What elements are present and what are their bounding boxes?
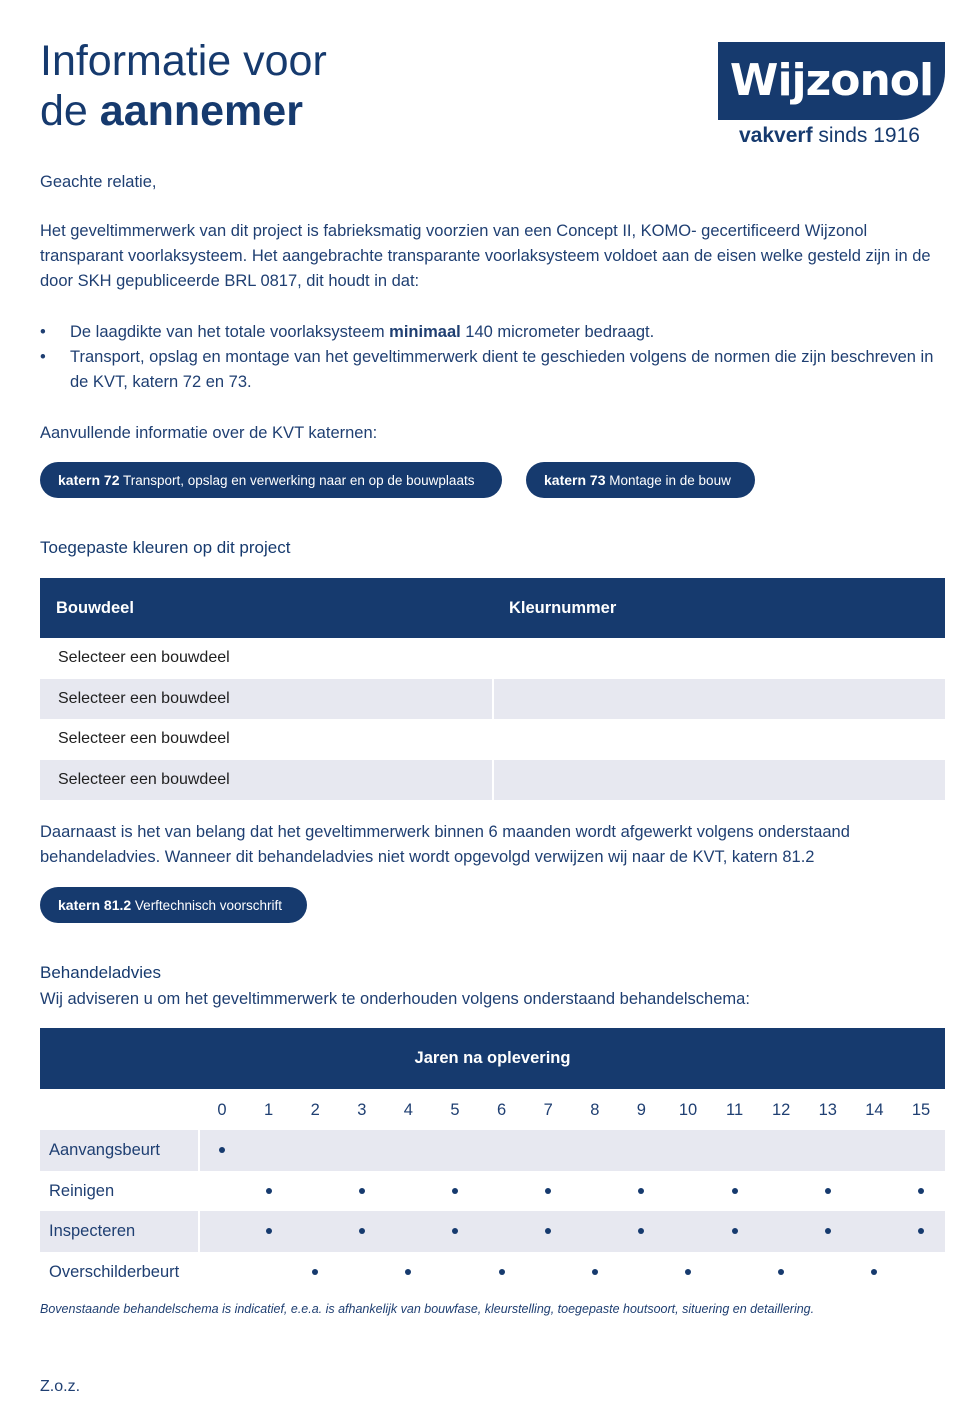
greeting: Geachte relatie, [40, 173, 157, 191]
year-label: 11 [726, 1101, 744, 1119]
schema-row [40, 1171, 945, 1212]
year-label: 4 [403, 1101, 413, 1119]
bouwdeel-select[interactable]: Selecteer een bouwdeel [40, 679, 493, 720]
extra-info-text: Aanvullende informatie over de KVT katernen: [40, 424, 378, 442]
title-line1: Informatie voor [40, 37, 327, 85]
schema-row-label: Reinigen [49, 1181, 115, 1200]
schema-row [40, 1130, 945, 1171]
year-label: 9 [636, 1101, 646, 1119]
year-label: 3 [357, 1101, 367, 1119]
katern-73-button[interactable]: katern 73 Montage in de bouw [526, 462, 755, 498]
schema-row-label: Overschilderbeurt [49, 1262, 180, 1281]
schedule-dot [918, 1188, 924, 1194]
schedule-dot [638, 1188, 644, 1194]
year-label: 6 [497, 1101, 507, 1119]
year-label: 5 [450, 1101, 460, 1119]
schedule-dot [359, 1228, 365, 1234]
schedule-dot [638, 1228, 644, 1234]
title-line2-prefix: de [40, 87, 100, 135]
schedule-dot [545, 1228, 551, 1234]
page-turn-note: Z.o.z. [40, 1378, 81, 1395]
year-label: 13 [818, 1101, 837, 1119]
requirements-list [40, 320, 940, 395]
table-row [40, 719, 945, 760]
schedule-dot [545, 1188, 551, 1194]
colors-heading: Toegepaste kleuren op dit project [40, 538, 291, 557]
schedule-dot [359, 1188, 365, 1194]
title-line2-bold: aannemer [99, 87, 303, 135]
schedule-dot [685, 1269, 691, 1275]
wijzonol-logo: Wijzonol [718, 42, 945, 120]
list-item: • De laagdikte van het totale voorlaksysteem minimaal 140 micrometer bedraagt. [40, 320, 940, 345]
katern-81-2-button[interactable]: katern 81.2 Verftechnisch voorschrift [40, 887, 307, 923]
table-row [40, 679, 945, 720]
schedule-dot [499, 1269, 505, 1275]
schema-heading: Behandeladvies [40, 963, 161, 982]
schema-row-label: Inspecteren [49, 1222, 136, 1240]
kleurnummer-field[interactable] [493, 638, 945, 679]
schedule-dot [405, 1269, 411, 1275]
bouwdeel-select[interactable]: Selecteer een bouwdeel [58, 649, 230, 667]
table-row [40, 638, 945, 679]
kleurnummer-field[interactable] [493, 679, 945, 720]
schema-row [40, 1252, 945, 1293]
schema-note: Bovenstaande behandelschema is indicatief, e.e.a. is afhankelijk van bouwfase, kleurstelling, toegepaste houtsoort, situering en detaillering. [40, 1302, 815, 1316]
year-label: 1 [264, 1101, 274, 1119]
year-label: 10 [678, 1101, 698, 1119]
column-header-kleurnummer: Kleurnummer [493, 578, 945, 638]
tagline-bold: vakverf [739, 124, 813, 147]
kleurnummer-field[interactable] [493, 760, 945, 801]
year-label: 2 [310, 1101, 320, 1119]
schedule-dot [452, 1228, 458, 1234]
colors-table [40, 578, 945, 800]
bouwdeel-select[interactable]: Selecteer een bouwdeel [40, 760, 493, 801]
tagline-rest: sinds 1916 [812, 124, 920, 147]
followup-paragraph: Daarnaast is het van belang dat het geveltimmerwerk binnen 6 maanden wordt afgewerkt volgens onderstaand behandeladvies. Wanneer dit behandeladvies niet wordt opgevolgd verwijzen wij naar de KVT, katern 81.2 [40, 823, 850, 866]
schedule-dot [732, 1188, 738, 1194]
column-header-bouwdeel: Bouwdeel [40, 578, 493, 638]
year-label: 14 [865, 1101, 884, 1119]
schedule-dot [732, 1228, 738, 1234]
year-label: 7 [543, 1101, 553, 1119]
schedule-dot [266, 1228, 272, 1234]
year-label: 8 [590, 1101, 600, 1119]
years-header-row [0, 1090, 958, 1130]
bouwdeel-select[interactable]: Selecteer een bouwdeel [58, 730, 230, 748]
kleurnummer-field[interactable] [493, 719, 945, 760]
intro-paragraph: Het geveltimmerwerk van dit project is fabrieksmatig voorzien van een Concept II, KOMO- gecertificeerd Wijzonol transparant voorlaksysteem. Het aangebrachte transparante voorlaksysteem voldoet aan de eisen welke gesteld zijn in de door SKH gepubliceerde BRL 0817, dit houdt in dat: [40, 222, 931, 290]
page-title [40, 36, 327, 136]
year-label: 15 [911, 1101, 931, 1119]
schedule-dot [778, 1269, 784, 1275]
schedule-dot [825, 1228, 831, 1234]
list-item: • Transport, opslag en montage van het geveltimmerwerk dient te geschieden volgens de normen die zijn beschreven in de KVT, katern 72 en 73. [40, 345, 940, 395]
logo-tagline [739, 124, 920, 148]
schedule-dot [825, 1188, 831, 1194]
katern-72-button[interactable]: katern 72 Transport, opslag en verwerking naar en op de bouwplaats [40, 462, 502, 498]
schema-row [40, 1211, 945, 1252]
schedule-dot [592, 1269, 598, 1275]
schedule-dot [871, 1269, 877, 1275]
schedule-dot [312, 1269, 318, 1275]
schema-header: Jaren na oplevering [40, 1028, 945, 1089]
schema-subheading: Wij adviseren u om het geveltimmerwerk te onderhouden volgens onderstaand behandelschema: [40, 990, 750, 1008]
year-label: 12 [772, 1101, 791, 1119]
schedule-dot [219, 1147, 225, 1153]
table-row [40, 760, 945, 801]
schedule-dot [266, 1188, 272, 1194]
schedule-dot [918, 1228, 924, 1234]
schedule-dot [452, 1188, 458, 1194]
schema-row-label: Aanvangsbeurt [49, 1141, 160, 1159]
year-label: 0 [217, 1101, 227, 1119]
